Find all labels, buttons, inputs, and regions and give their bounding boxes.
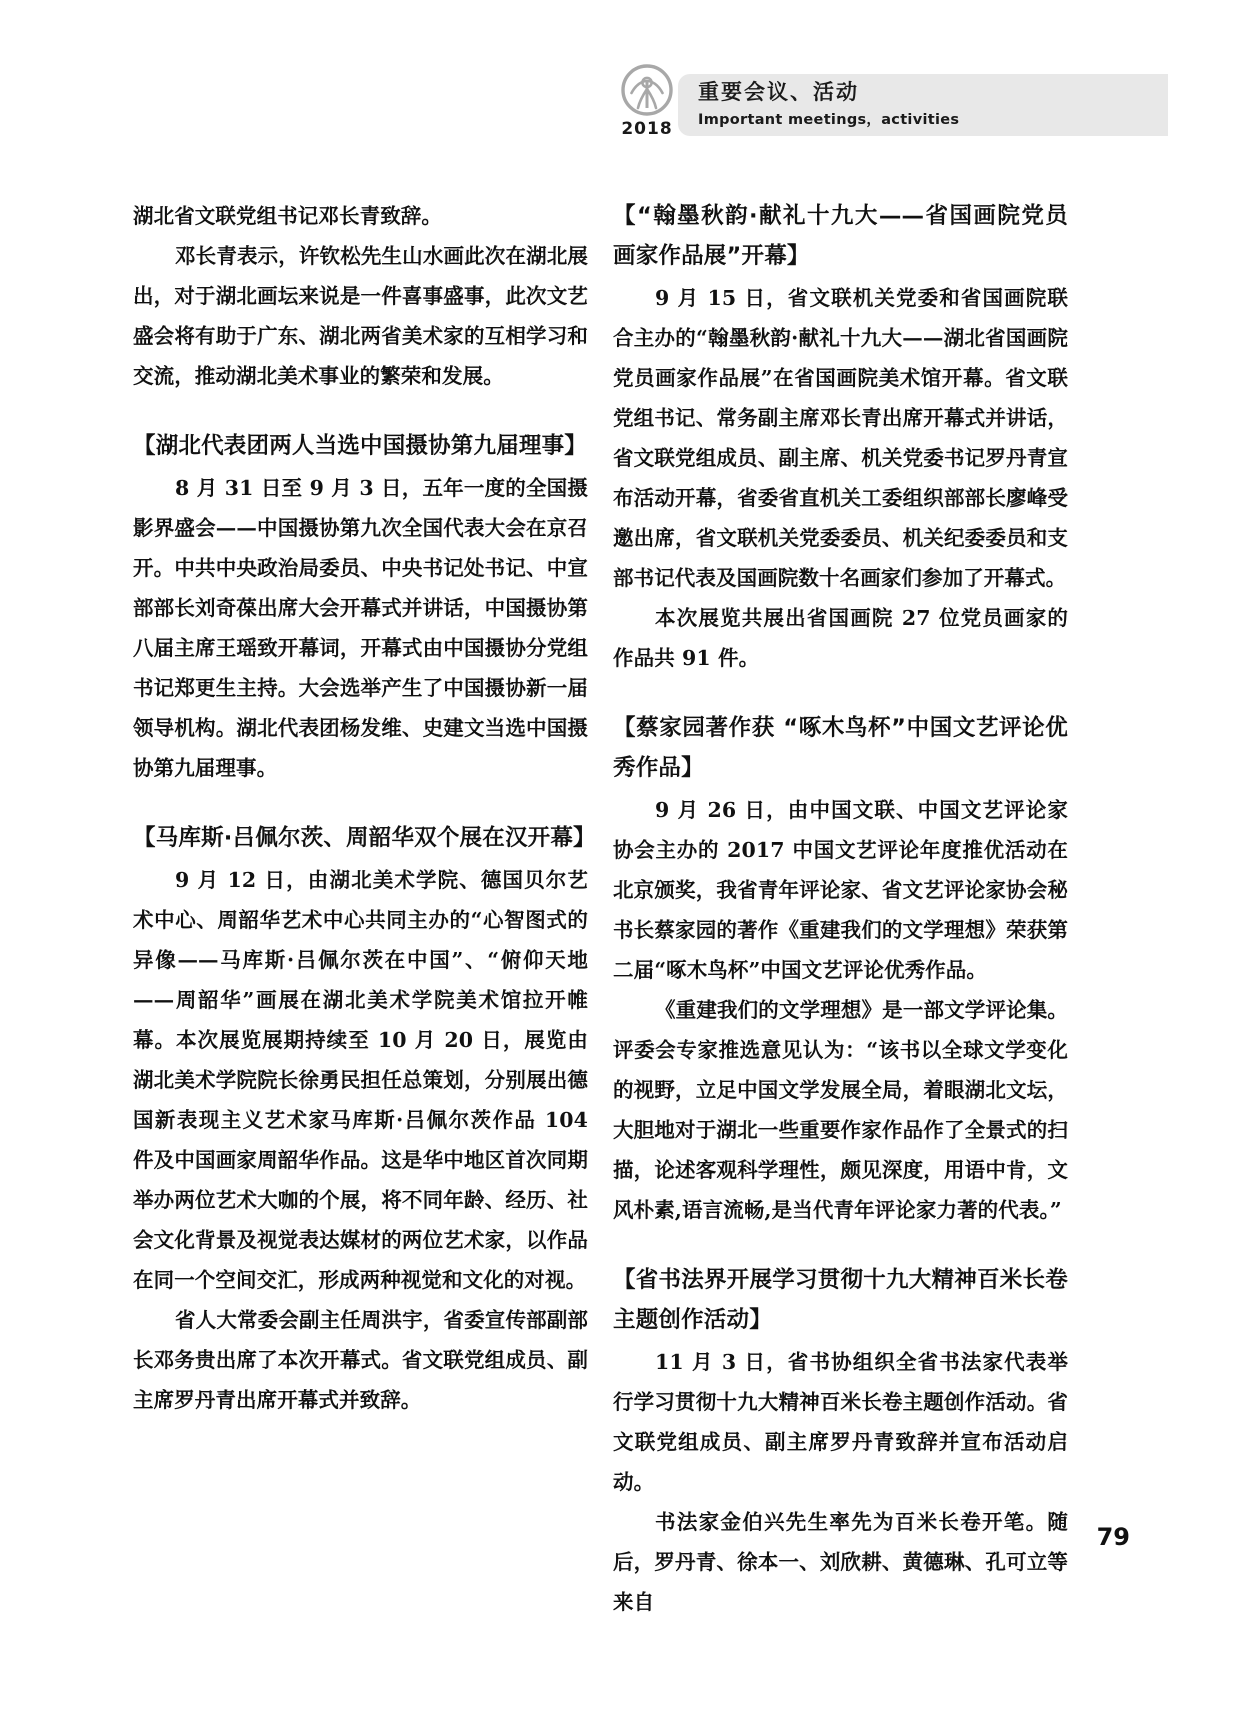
section-heading: 【省书法界开展学习贯彻十九大精神百米长卷主题创作活动】	[613, 1267, 1068, 1333]
section-heading: 【蔡家园著作获 “啄木鸟杯”中国文艺评论优秀作品】	[613, 715, 1068, 781]
column-right	[613, 196, 1068, 1622]
body-paragraph: 9 月 15 日，省文联机关党委和省国画院联合主办的“翰墨秋韵·献礼十九大——湖北省国画院党员画家作品展”在省国画院美术馆开幕。省文联党组书记、常务副主席邓长青出席开幕式并讲话，省文联党组成员、副主席、机关党委书记罗丹青宣布活动开幕，省委省直机关工委组织部部长廖峰受邀出席，省文联机关党委委员、机关纪委委员和支部书记代表及国画院数十名画家们参加了开幕式。	[613, 286, 1068, 590]
section-heading: 【马库斯·吕佩尔茨、周韶华双个展在汉开幕】	[133, 825, 596, 851]
body-paragraph: 11 月 3 日，省书协组织全省书法家代表举行学习贯彻十九大精神百米长卷主题创作活动。省文联党组成员、副主席罗丹青致辞并宣布活动启动。	[613, 1350, 1068, 1494]
header-logo	[610, 62, 684, 144]
body-paragraph: 8 月 31 日至 9 月 3 日，五年一度的全国摄影界盛会——中国摄协第九次全国代表大会在京召开。中共中央政治局委员、中央书记处书记、中宣部部长刘奇葆出席大会开幕式并讲话，中国摄协第八届主席王瑶致开幕词，开幕式由中国摄协分党组书记郑更生主持。大会选举产生了中国摄协新一届领导机构。湖北代表团杨发维、史建文当选中国摄协第九届理事。	[133, 476, 588, 780]
body-paragraph: 《重建我们的文学理想》是一部文学评论集。评委会专家推选意见认为：“该书以全球文学变化的视野，立足中国文学发展全局，着眼湖北文坛，大胆地对于湖北一些重要作家作品作了全景式的扫描，论述客观科学理性，颇见深度，用语中肯，文风朴素,语言流畅,是当代青年评论家力著的代表。”	[613, 998, 1068, 1222]
page-header	[610, 62, 1170, 144]
section-heading: 【湖北代表团两人当选中国摄协第九届理事】	[133, 433, 588, 459]
header-title-en: Important meetings，activities	[698, 112, 960, 129]
body-paragraph: 省人大常委会副主任周洪宇，省委宣传部副部长邓务贵出席了本次开幕式。省文联党组成员、副主席罗丹青出席开幕式并致辞。	[133, 1308, 588, 1412]
header-title-group	[698, 80, 959, 129]
section-heading: 【“翰墨秋韵·献礼十九大——省国画院党员画家作品展”开幕】	[613, 203, 1068, 269]
body-paragraph: 9 月 12 日，由湖北美术学院、德国贝尔艺术中心、周韶华艺术中心共同主办的“心智图式的异像——马库斯·吕佩尔茨在中国”、“俯仰天地——周韶华”画展在湖北美术学院美术馆拉开帷幕。本次展览展期持续至 10 月 20 日，展览由湖北美术学院院长徐勇民担任总策划，分别展出德国新表现主义艺术家马库斯·吕佩尔茨作品 104 件及中国画家周韶华作品。这是华中地区首次同期举办两位艺术大咖的个展，将不同年龄、经历、社会文化背景及视觉表达媒材的两位艺术家，以作品在同一个空间交汇，形成两种视觉和文化的对视。	[133, 868, 588, 1292]
header-title-cn: 重要会议、活动	[698, 80, 859, 104]
body-paragraph: 本次展览共展出省国画院 27 位党员画家的作品共 91 件。	[613, 606, 1068, 670]
body-paragraph: 9 月 26 日，由中国文联、中国文艺评论家协会主办的 2017 中国文艺评论年度推优活动在北京颁奖，我省青年评论家、省文艺评论家协会秘书长蔡家园的著作《重建我们的文学理想》荣获第二届“啄木鸟杯”中国文艺评论优秀作品。	[613, 798, 1068, 982]
wuhan-federation-circular-emblem-icon	[619, 62, 675, 118]
body-paragraph: 书法家金伯兴先生率先为百米长卷开笔。随后，罗丹青、徐本一、刘欣耕、黄德琳、孔可立等来自	[613, 1510, 1068, 1614]
body-paragraph: 湖北省文联党组书记邓长青致辞。	[133, 204, 442, 228]
header-year-label: 2018	[621, 119, 673, 139]
body-paragraph: 邓长青表示，许钦松先生山水画此次在湖北展出，对于湖北画坛来说是一件喜事盛事，此次文艺盛会将有助于广东、湖北两省美术家的互相学习和交流，推动湖北美术事业的繁荣和发展。	[133, 244, 588, 388]
column-left	[133, 196, 596, 1420]
page-number: 79	[1096, 1523, 1130, 1551]
